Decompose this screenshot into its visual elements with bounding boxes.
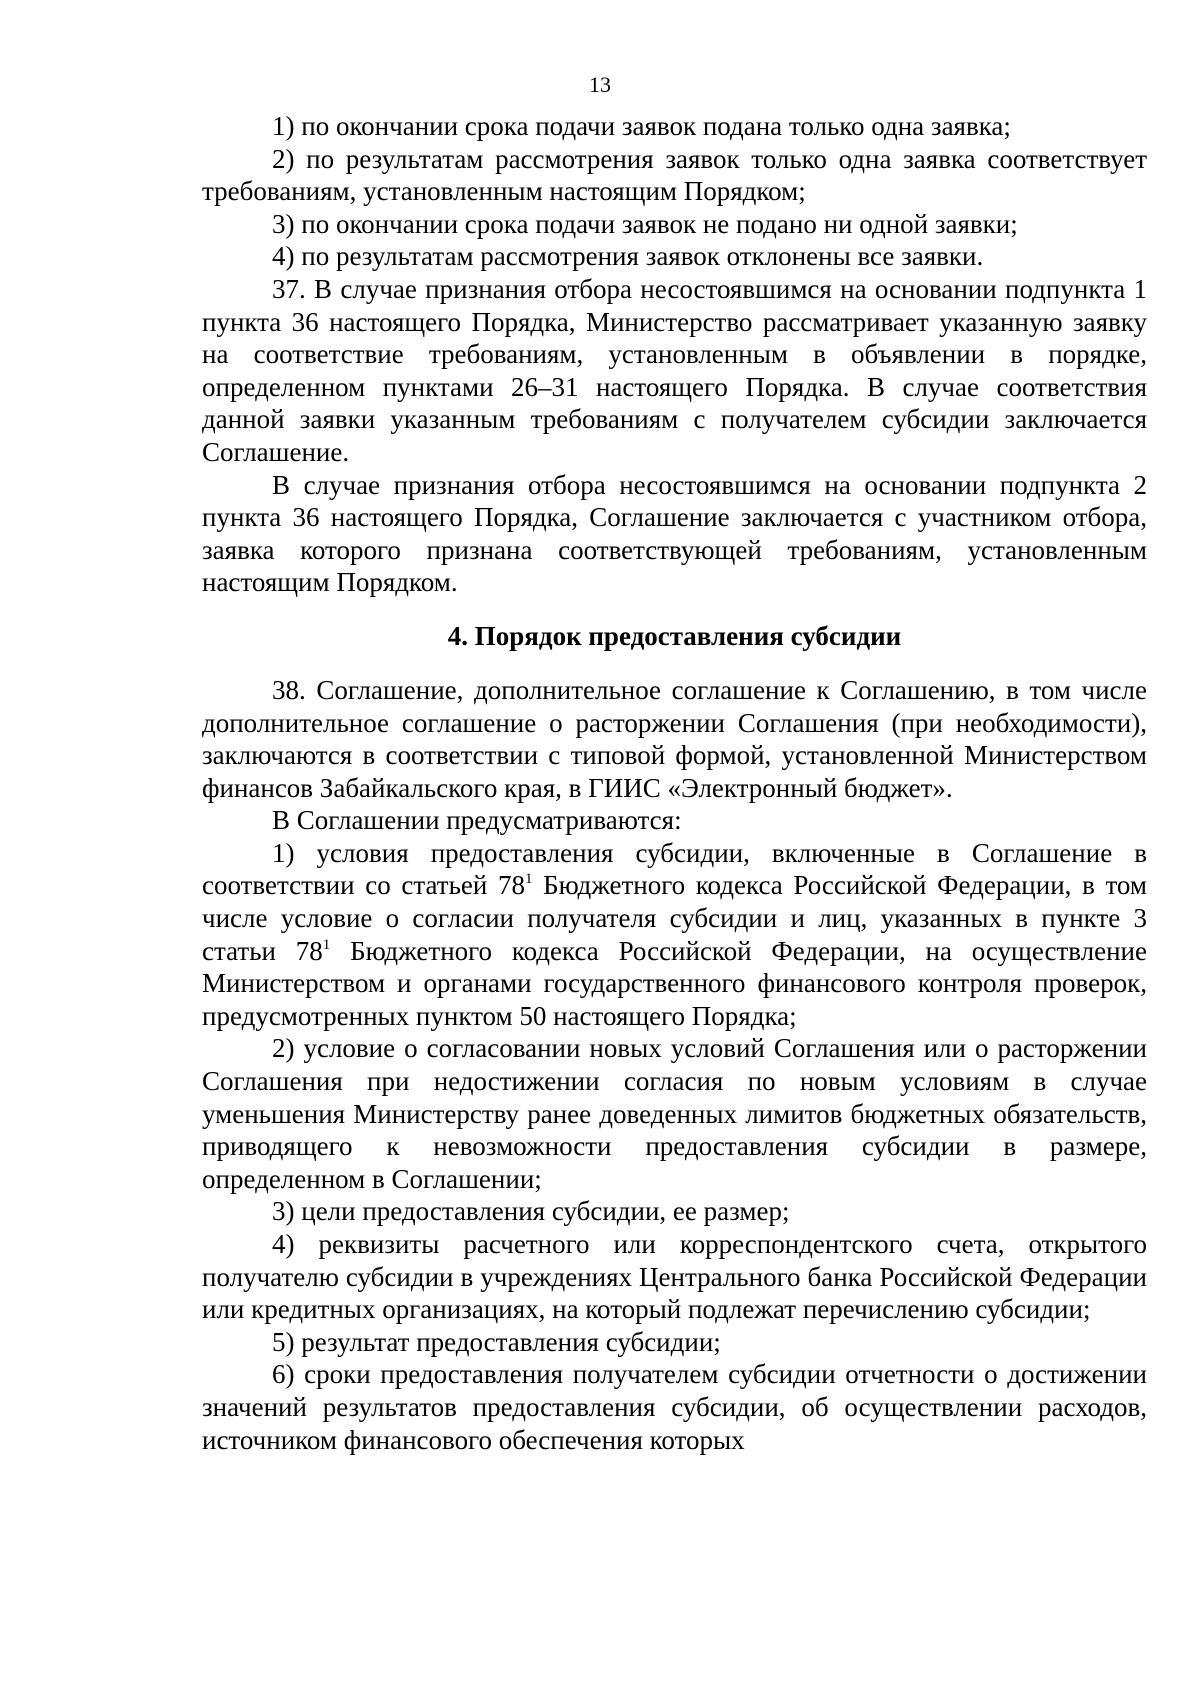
paragraph-condition-4: 4) реквизиты расчетного или корреспондентского счета, открытого получателю субсидии в учреждениях Центрального банка Российской Федерации или кредитных организациях, на который подлежат перечислению субсидии; [202,1229,1147,1325]
condition-1-text-a: 1) условия предоставления субсидии, включенные в Соглашение в соответствии со статьей 78 [202,837,1147,901]
section-heading: 4. Порядок предоставления субсидии [447,620,902,651]
paragraph-37: 37. В случае признания отбора несостоявшимся на основании подпункта 1 пункта 36 настоящего Порядка, Министерство рассматривает указанную заявку на соответствие требованиям, установленным в объявлении в порядке, определенном пунктами 26–31 настоящего Порядка. В случае соответствия данной заявки указанным требованиям с получателем субсидии заключается Соглашение. [202,273,1147,467]
paragraph-37-continued: В случае признания отбора несостоявшимся на основании подпункта 2 пункта 36 настоящего Порядка, Соглашение заключается с участником отбора, заявка которого признана соответствующей требованиям, установленным настоящим Порядком. [202,469,1147,598]
condition-1-text-b: Бюджетного кодекса Российской Федерации, в том числе условие о согласии получателя субсидии и лиц, указанных в пункте 3 статьи 78 [202,870,1147,966]
paragraph-condition-2: 2) условие о согласовании новых условий Соглашения или о расторжении Соглашения при недостижении согласия по новым условиям в случае уменьшения Министерству ранее доведенных лимитов бюджетных обязательств, приводящего к невозможности предоставления субсидии в размере, определенном в Соглашении; [202,1033,1147,1194]
paragraph-agreement-intro: В Соглашении предусматриваются: [272,805,682,836]
paragraph-item-3: 3) по окончании срока подачи заявок не подано ни одной заявки; [272,208,1018,239]
paragraph-item-1: 1) по окончании срока подачи заявок подана только одна заявка; [272,111,1011,141]
paragraph-condition-1 [202,837,1147,1033]
document-body [202,110,1147,1456]
paragraph-condition-6: 6) сроки предоставления получателем субсидии отчетности о достижении значений результатов предоставления субсидии, об осуществлении расходов, источником финансового обеспечения которых [202,1359,1147,1455]
condition-1-text-c: Бюджетного кодекса Российской Федерации, на осуществление Министерством и органами государственного финансового контроля проверок, предусмотренных пунктом 50 настоящего Порядка; [202,935,1147,1031]
page-number: 13 [589,72,611,97]
paragraph-item-4: 4) по результатам рассмотрения заявок отклонены все заявки. [272,241,984,272]
paragraph-condition-5: 5) результат предоставления субсидии; [272,1326,721,1357]
superscript-2: 1 [322,936,331,953]
paragraph-38: 38. Соглашение, дополнительное соглашение к Соглашению, в том числе дополнительное соглашение о расторжении Соглашения (при необходимости), заключаются в соответствии с типовой формой, установленной Министерством финансов Забайкальского края, в ГИИС «Электронный бюджет». [202,674,1147,803]
superscript-1: 1 [525,871,533,888]
paragraph-condition-3: 3) цели предоставления субсидии, ее размер; [272,1196,790,1227]
paragraph-item-2: 2) по результатам рассмотрения заявок только одна заявка соответствует требованиям, установленным настоящим Порядком; [202,143,1147,207]
